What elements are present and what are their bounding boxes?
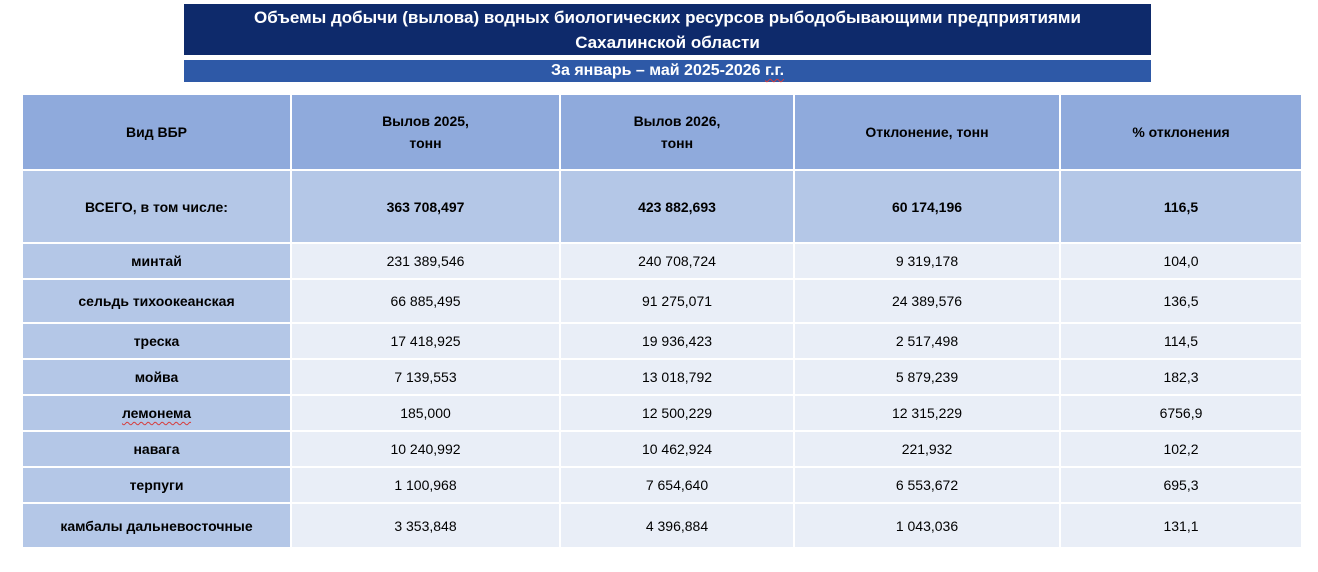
cell-deviation-pct: 102,2 [1060,431,1302,467]
cell-name: сельдь тихоокеанская [22,279,291,323]
cell-deviation-pct: 6756,9 [1060,395,1302,431]
cell-deviation-pct: 695,3 [1060,467,1302,503]
catch-table [21,93,1303,549]
col-header-catch-2025: Вылов 2025, тонн [291,94,560,170]
cell-name: минтай [22,243,291,279]
report-title-line1: Объемы добычи (вылова) водных биологических ресурсов рыбодобывающими предприятиями [254,8,1081,27]
cell-deviation-pct: 136,5 [1060,279,1302,323]
cell-name: камбалы дальневосточные [22,503,291,548]
cell-catch-2026: 91 275,071 [560,279,794,323]
report-title-line2: Сахалинской области [575,33,760,52]
table-row [22,395,1302,431]
cell-deviation: 1 043,036 [794,503,1060,548]
report-title [184,4,1151,55]
table-row [22,467,1302,503]
cell-deviation: 9 319,178 [794,243,1060,279]
table-row [22,431,1302,467]
cell-catch-2025: 231 389,546 [291,243,560,279]
cell-deviation-pct: 104,0 [1060,243,1302,279]
col-header-deviation: Отклонение, тонн [794,94,1060,170]
table-row [22,279,1302,323]
table-row [22,243,1302,279]
col-header-catch-2026: Вылов 2026, тонн [560,94,794,170]
cell-deviation-pct: 131,1 [1060,503,1302,548]
cell-catch-2026: 4 396,884 [560,503,794,548]
cell-catch-2025: 1 100,968 [291,467,560,503]
cell-name: терпуги [22,467,291,503]
cell-deviation: 221,932 [794,431,1060,467]
cell-catch-2026: 12 500,229 [560,395,794,431]
table-header-row [22,94,1302,170]
cell-name: ВСЕГО, в том числе: [22,170,291,243]
cell-deviation: 2 517,498 [794,323,1060,359]
cell-catch-2025: 363 708,497 [291,170,560,243]
report-period-prefix: За январь – май 2025-2026 [550,62,766,79]
cell-deviation-pct: 182,3 [1060,359,1302,395]
cell-catch-2025: 3 353,848 [291,503,560,548]
report-period-suffix: г.г. [765,62,785,79]
cell-catch-2026: 13 018,792 [560,359,794,395]
cell-name: мойва [22,359,291,395]
cell-catch-2025: 17 418,925 [291,323,560,359]
cell-catch-2026: 10 462,924 [560,431,794,467]
cell-catch-2026: 19 936,423 [560,323,794,359]
table-row [22,323,1302,359]
cell-name: треска [22,323,291,359]
cell-name-text: лемонема [121,405,192,421]
cell-catch-2025: 10 240,992 [291,431,560,467]
cell-deviation-pct: 116,5 [1060,170,1302,243]
cell-catch-2026: 423 882,693 [560,170,794,243]
table-row-total [22,170,1302,243]
report-period [184,60,1151,82]
cell-deviation: 6 553,672 [794,467,1060,503]
col-header-deviation-pct: % отклонения [1060,94,1302,170]
cell-catch-2025: 66 885,495 [291,279,560,323]
cell-deviation: 24 389,576 [794,279,1060,323]
cell-catch-2025: 185,000 [291,395,560,431]
cell-deviation: 60 174,196 [794,170,1060,243]
table-row [22,503,1302,548]
cell-catch-2026: 7 654,640 [560,467,794,503]
cell-deviation: 12 315,229 [794,395,1060,431]
cell-deviation: 5 879,239 [794,359,1060,395]
cell-name: навага [22,431,291,467]
cell-catch-2025: 7 139,553 [291,359,560,395]
cell-name [22,395,291,431]
col-header-species: Вид ВБР [22,94,291,170]
cell-catch-2026: 240 708,724 [560,243,794,279]
table-row [22,359,1302,395]
cell-deviation-pct: 114,5 [1060,323,1302,359]
